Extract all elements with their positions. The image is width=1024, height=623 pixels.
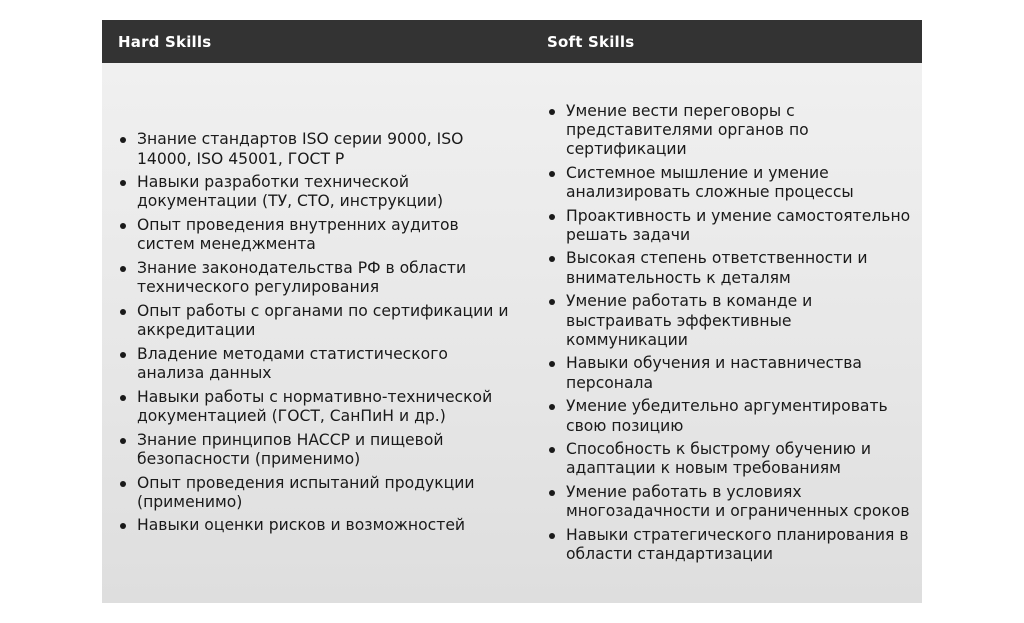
list-item	[118, 173, 519, 211]
bullet-icon	[120, 266, 126, 272]
list-item-text: Навыки работы с нормативно-технической документацией (ГОСТ, СанПиН и др.)	[137, 387, 493, 425]
list-item	[118, 431, 519, 469]
bullet-icon	[120, 395, 126, 401]
hard-skills-list	[118, 130, 519, 535]
list-item	[118, 259, 519, 297]
list-item	[118, 516, 519, 535]
list-item-text: Проактивность и умение самостоятельно решать задачи	[566, 206, 911, 244]
list-item	[547, 249, 914, 287]
list-item-text: Способность к быстрому обучению и адаптации к новым требованиям	[566, 440, 871, 478]
list-item	[547, 102, 914, 160]
bullet-icon	[120, 309, 126, 315]
bullet-icon	[549, 361, 555, 367]
bullet-icon	[549, 447, 555, 453]
bullet-icon	[120, 523, 126, 529]
list-item	[547, 440, 914, 478]
list-item-text: Опыт проведения внутренних аудитов систем менеджмента	[137, 216, 459, 254]
hard-skills-column	[102, 63, 531, 603]
list-item	[118, 302, 519, 340]
hard-skills-heading: Hard Skills	[118, 32, 212, 51]
list-item-text: Навыки разработки технической документации (ТУ, СТО, инструкции)	[137, 173, 444, 211]
list-item	[547, 483, 914, 521]
soft-skills-column	[531, 63, 922, 603]
table-header	[102, 20, 922, 63]
list-item	[547, 207, 914, 245]
list-item-text: Умение работать в команде и выстраивать эффективные коммуникации	[566, 292, 813, 349]
list-item	[118, 216, 519, 254]
list-item-text: Опыт работы с органами по сертификации и аккредитации	[137, 301, 509, 340]
bullet-icon	[120, 438, 126, 444]
bullet-icon	[549, 299, 555, 305]
bullet-icon	[549, 171, 555, 177]
bullet-icon	[549, 490, 555, 496]
list-item-text: Навыки оценки рисков и возможностей	[137, 516, 466, 535]
bullet-icon	[549, 533, 555, 539]
list-item-text: Владение методами статистического анализа данных	[137, 344, 448, 383]
list-item	[118, 130, 519, 168]
list-item-text: Опыт проведения испытаний продукции (применимо)	[137, 473, 475, 511]
table-body	[102, 63, 922, 603]
list-item-text: Умение вести переговоры с представителями органов по сертификации	[566, 101, 809, 158]
bullet-icon	[549, 109, 555, 115]
list-item	[118, 388, 519, 426]
bullet-icon	[120, 137, 126, 143]
list-item	[118, 345, 519, 383]
list-item	[547, 164, 914, 202]
list-item	[547, 292, 914, 350]
list-item-text: Знание законодательства РФ в области технического регулирования	[137, 259, 467, 297]
bullet-icon	[549, 214, 555, 220]
bullet-icon	[120, 180, 126, 186]
list-item	[547, 526, 914, 564]
bullet-icon	[120, 352, 126, 358]
skills-table	[102, 20, 922, 603]
list-item	[547, 354, 914, 392]
bullet-icon	[120, 223, 126, 229]
list-item-text: Навыки стратегического планирования в области стандартизации	[566, 526, 909, 564]
bullet-icon	[549, 256, 555, 262]
list-item-text: Умение работать в условиях многозадачности и ограниченных сроков	[566, 483, 910, 521]
list-item-text: Навыки обучения и наставничества персонала	[566, 354, 862, 392]
bullet-icon	[120, 481, 126, 487]
list-item-text: Умение убедительно аргументировать свою позицию	[566, 397, 888, 435]
list-item-text: Знание стандартов ISO серии 9000, ISO 14000, ISO 45001, ГОСТ Р	[137, 130, 464, 168]
list-item	[547, 397, 914, 435]
list-item-text: Системное мышление и умение анализировать сложные процессы	[566, 163, 854, 201]
soft-skills-list	[547, 102, 914, 565]
bullet-icon	[549, 404, 555, 410]
soft-skills-heading: Soft Skills	[547, 32, 635, 51]
list-item-text: Высокая степень ответственности и внимательность к деталям	[566, 249, 868, 287]
list-item	[118, 474, 519, 512]
list-item-text: Знание принципов HACCP и пищевой безопасности (применимо)	[137, 430, 444, 468]
